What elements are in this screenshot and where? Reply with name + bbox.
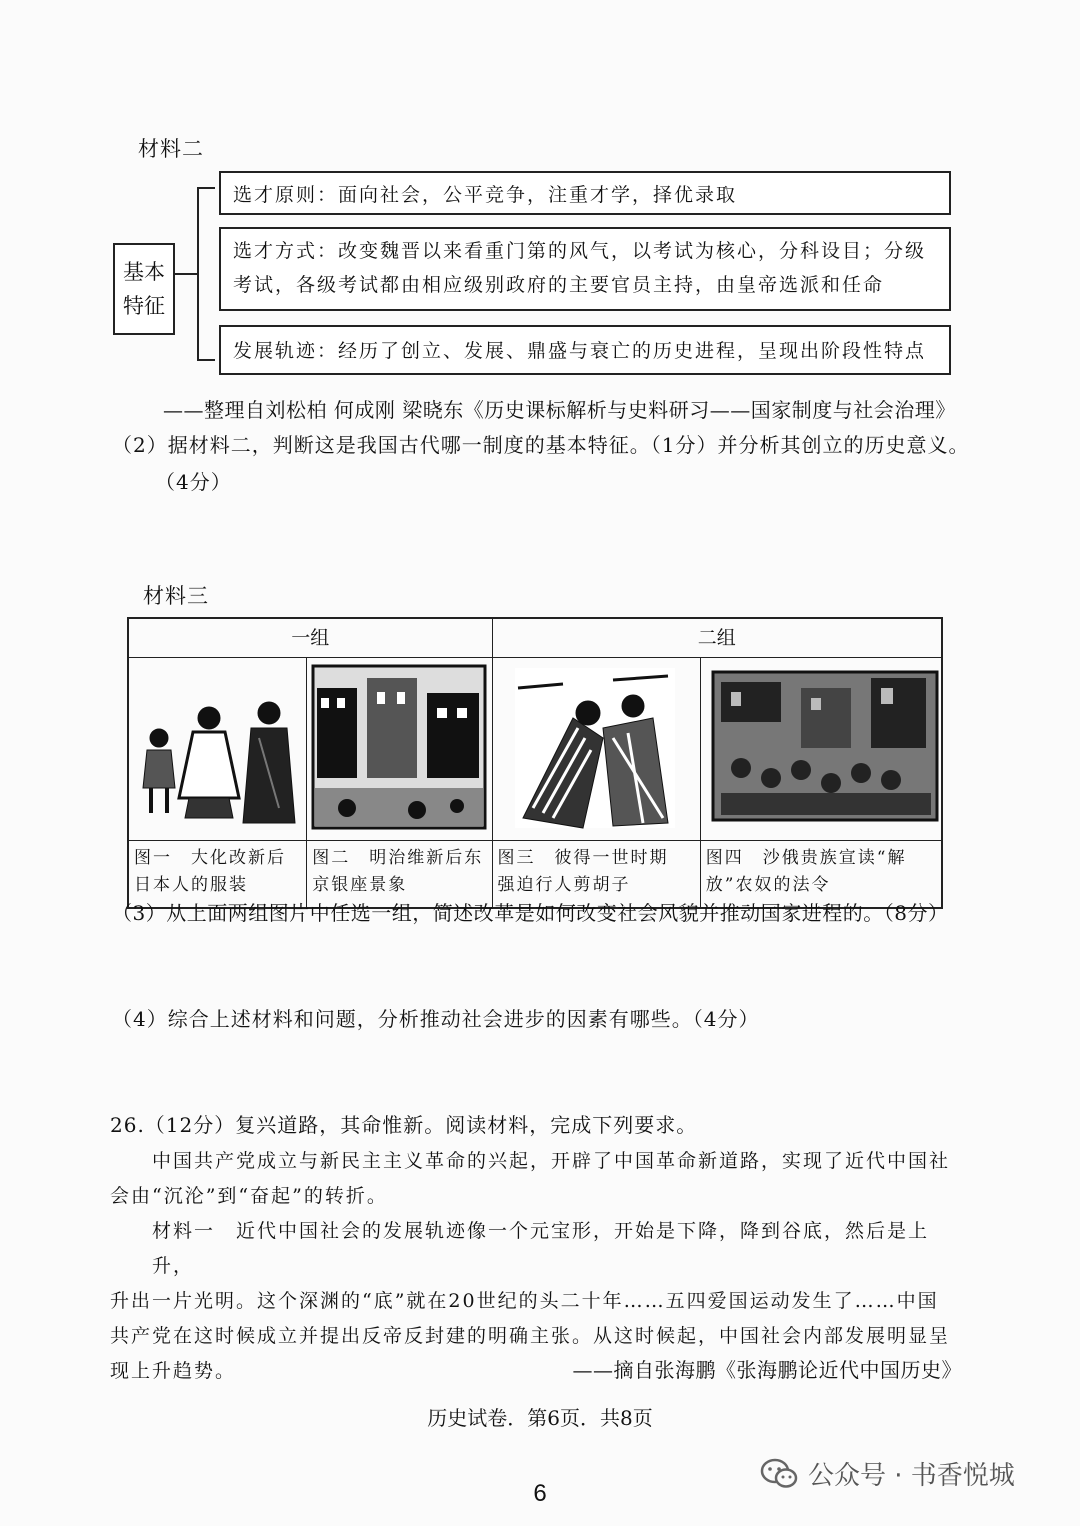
image-2-cell bbox=[307, 658, 492, 841]
caption-4-line1: 图四 沙俄贵族宣读“解 bbox=[705, 848, 907, 868]
caption-3-line1: 图三 彼得一世时期 bbox=[497, 848, 669, 868]
intro-line2: 会由“沉沦”到“奋起”的转折。 bbox=[110, 1185, 388, 1207]
material3-table bbox=[127, 617, 943, 909]
intro-line1: 中国共产党成立与新民主主义革命的兴起，开辟了中国革命新道路，实现了近代中国社 bbox=[152, 1150, 951, 1172]
material1-line4: 现上升趋势。 bbox=[110, 1360, 237, 1382]
group-2-header: 二组 bbox=[492, 618, 942, 658]
caption-4-line2: 放”农奴的法令 bbox=[705, 875, 831, 895]
basic-label-line2: 特征 bbox=[123, 294, 165, 318]
material1-source: ——摘自张海鹏《张海鹏论近代中国历史》 bbox=[572, 1358, 962, 1382]
question-2: （2）据材料二，判断这是我国古代哪一制度的基本特征。（1分）并分析其创立的历史意义。 bbox=[112, 433, 970, 457]
caption-3-line2: 强迫行人剪胡子 bbox=[497, 875, 631, 895]
image-2-ginza-scene bbox=[307, 658, 490, 836]
image-3-cell bbox=[492, 658, 700, 841]
feature-trajectory-text: 发展轨迹：经历了创立、发展、鼎盛与衰亡的历史进程，呈现出阶段性特点 bbox=[233, 340, 927, 362]
watermark-text: 公众号 · 书香悦城 bbox=[808, 1461, 1015, 1491]
feature-principle-text: 选才原则：面向社会，公平竞争，注重才学，择优录取 bbox=[233, 184, 738, 206]
material1-line2: 升出一片光明。这个深渊的“底”就在20世纪的头二十年……五四爱国运动发生了……中国 bbox=[110, 1290, 939, 1312]
feature-method bbox=[219, 227, 951, 311]
feature-principle bbox=[219, 171, 951, 215]
image-3-beard-cutting bbox=[493, 658, 699, 836]
feature-method-line2: 考试，各级考试都由相应级别政府的主要官员主持，由皇帝选派和任命 bbox=[233, 274, 885, 296]
basic-label-line1: 基本 bbox=[123, 260, 165, 284]
caption-2-line2: 京银座景象 bbox=[312, 875, 408, 895]
watermark bbox=[760, 1455, 1015, 1492]
question-26-heading: 26.（12分）复兴道路，其命惟新。阅读材料，完成下列要求。 bbox=[110, 1113, 698, 1137]
caption-2-line1: 图二 明治维新后东 bbox=[312, 848, 484, 868]
image-1-cell bbox=[128, 658, 307, 841]
material1-line3: 共产党在这时候成立并提出反帝反封建的明确主张。从这时候起，中国社会内部发展明显呈 bbox=[110, 1325, 951, 1347]
question-4: （4）综合上述材料和问题，分析推动社会进步的因素有哪些。（4分） bbox=[112, 1007, 760, 1031]
page-number: 6 bbox=[533, 1480, 547, 1507]
material1-line1: 材料一 近代中国社会的发展轨迹像一个元宝形，开始是下降，降到谷底，然后是上升， bbox=[152, 1220, 930, 1277]
wechat-icon bbox=[760, 1458, 798, 1490]
caption-1-line1: 图一 大化改新后 bbox=[134, 848, 286, 868]
group-1-header: 一组 bbox=[128, 618, 492, 658]
material2-title: 材料二 bbox=[138, 137, 204, 161]
question-26-intro bbox=[110, 1144, 970, 1214]
page-info: 历史试卷．第6页．共8页 bbox=[427, 1406, 653, 1430]
question-2-score: （4分） bbox=[155, 470, 232, 494]
question-3: （3）从上面两组图片中任选一组，简述改革是如何改变社会风貌并推动国家进程的。（8分） bbox=[112, 901, 949, 925]
image-4-serf-decree bbox=[701, 658, 940, 836]
feature-method-line1: 选才方式：改变魏晋以来看重门第的风气，以考试为核心，分科设目；分级 bbox=[233, 240, 927, 262]
basic-feature-label bbox=[113, 243, 175, 335]
feature-trajectory bbox=[219, 325, 951, 375]
image-1-japanese-clothing bbox=[129, 658, 305, 836]
image-4-cell bbox=[700, 658, 942, 841]
caption-1-line2: 日本人的服装 bbox=[134, 875, 248, 895]
material2-source: ——整理自刘松柏 何成刚 梁晓东《历史课标解析与史料研习——国家制度与社会治理》 bbox=[163, 398, 956, 422]
material3-title: 材料三 bbox=[143, 584, 209, 608]
